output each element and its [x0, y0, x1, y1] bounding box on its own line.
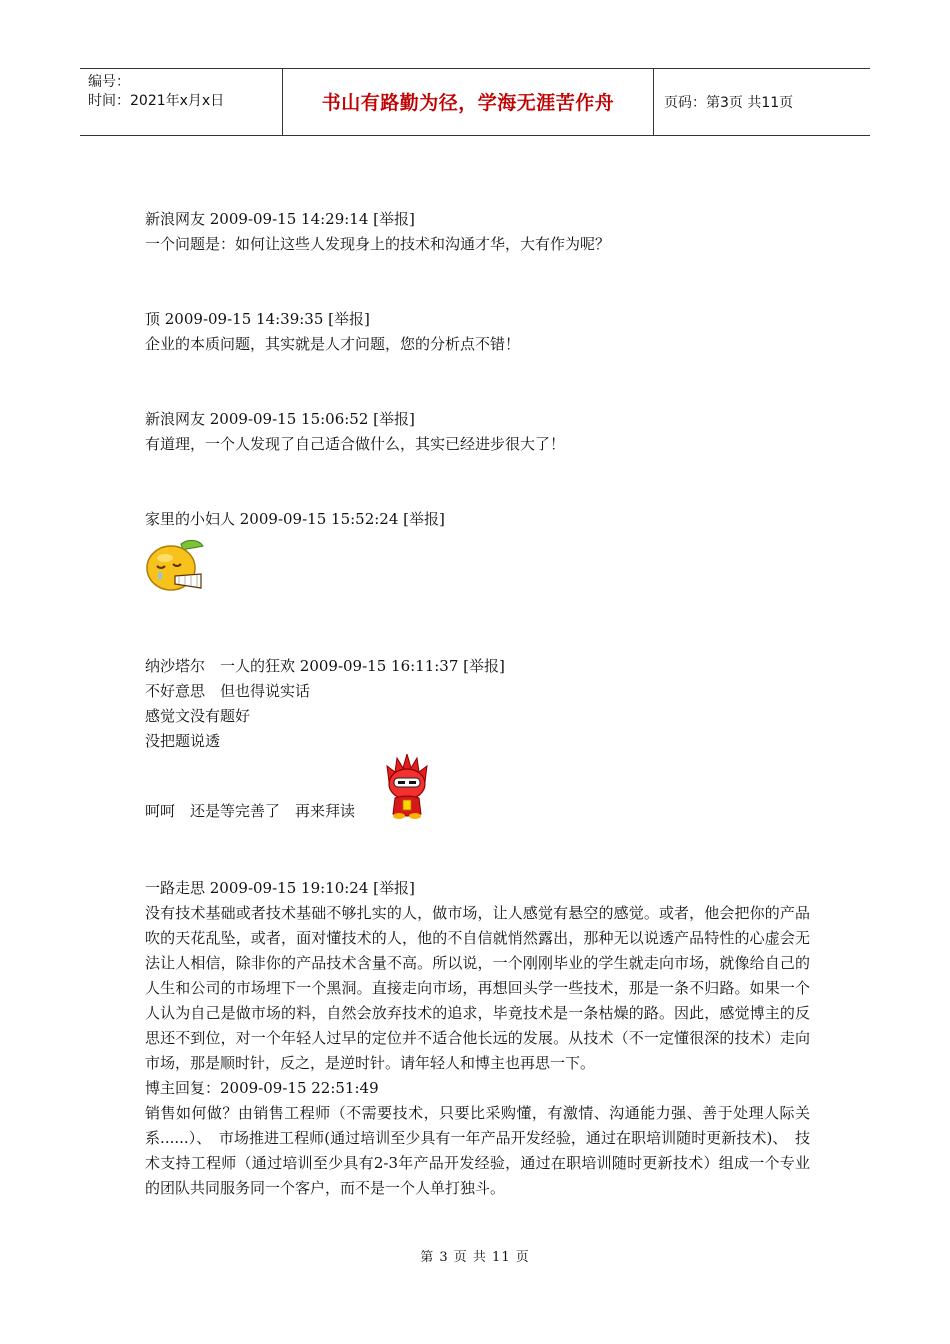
comment-text: 一个问题是：如何让这些人发现身上的技术和沟通才华，大有作为呢？ [145, 235, 611, 253]
comment-text: 感觉文没有题好 [145, 707, 251, 725]
comment-text: 企业的本质问题，其实就是人才问题，您的分析点不错！ [145, 335, 521, 353]
fire-doll-emoticon-icon [385, 754, 429, 820]
comment-text: 呵呵 还是等完善了 再来拜读 [145, 802, 356, 820]
comment-text: 没有技术基础或者技术基础不够扎实的人，做市场，让人感觉有悬空的感觉。或者，他会把你的产品吹的天花乱坠，或者，面对懂技术的人，他的不自信就悄然露出，那种无以说透产品特性的心虚会无法让人相信，除非你的产品技术含量不高。所以说，一个刚刚毕业的学生就走向市场，就像给自己的人生和公司的市场埋下一个黑洞。直接走向市场，再想回头学一些技术，那是一条不归路。如果一个人认为自己是做市场的料，自然会放弃技术的追求，毕竟技术是一条枯燥的路。因此，感觉博主的反思还不到位，对一个年轻人过早的定位并不适合他长远的发展。从技术（不一定懂很深的技术）走向市场，那是顺时针，反之，是逆时针。请年轻人和博主也再思一下。 [145, 904, 810, 1072]
header-motto: 书山有路勤为径，学海无涯苦作舟 [282, 69, 654, 135]
comment-emoji-row [145, 754, 810, 824]
comment-meta: 纳沙塔尔 一人的狂欢 2009-09-15 16:11:37 [举报] [145, 657, 505, 675]
comment-meta: 新浪网友 2009-09-15 14:29:14 [举报] [145, 210, 415, 228]
blogger-reply-meta: 博主回复：2009-09-15 22:51:49 [145, 1079, 379, 1097]
comment-text: 没把题说透 [145, 732, 221, 750]
comment-meta: 一路走思 2009-09-15 19:10:24 [举报] [145, 879, 415, 897]
header-page-number: 页码：第3页 共11页 [664, 95, 794, 111]
comment [145, 507, 810, 596]
comment [145, 407, 810, 457]
comment [145, 876, 810, 1201]
comment [145, 654, 810, 824]
comment-meta: 顶 2009-09-15 14:39:35 [举报] [145, 310, 370, 328]
comment-list [145, 207, 810, 1201]
page-header [80, 68, 870, 136]
comment-text: 不好意思 但也得说实话 [145, 682, 311, 700]
orange-crying-emoticon-icon [145, 536, 207, 594]
blogger-reply-text: 销售如何做？由销售工程师（不需要技术，只要比采购懂，有激情、沟通能力强、善于处理人际关系......）、 市场推进工程师(通过培训至少具有一年产品开发经验，通过在职培训随时更新技术)、 技术支持工程师（通过培训至少具有2-3年产品开发经验，通过在职培训随时更新技术）组成一个专业的团队共同服务同一个客户，而不是一个人单打独斗。 [145, 1104, 810, 1197]
comment [145, 207, 810, 257]
comment [145, 307, 810, 357]
comment-text: 有道理，一个人发现了自己适合做什么，其实已经进步很大了！ [145, 435, 566, 453]
comment-meta: 家里的小妇人 2009-09-15 15:52:24 [举报] [145, 510, 445, 528]
document-time-label: 时间：2021年x月x日 [88, 93, 225, 109]
comment-meta: 新浪网友 2009-09-15 15:06:52 [举报] [145, 410, 415, 428]
page-footer: 第 3 页 共 11 页 [420, 1250, 530, 1265]
header-info-cell [80, 69, 282, 135]
document-number-label: 编号： [88, 74, 130, 90]
